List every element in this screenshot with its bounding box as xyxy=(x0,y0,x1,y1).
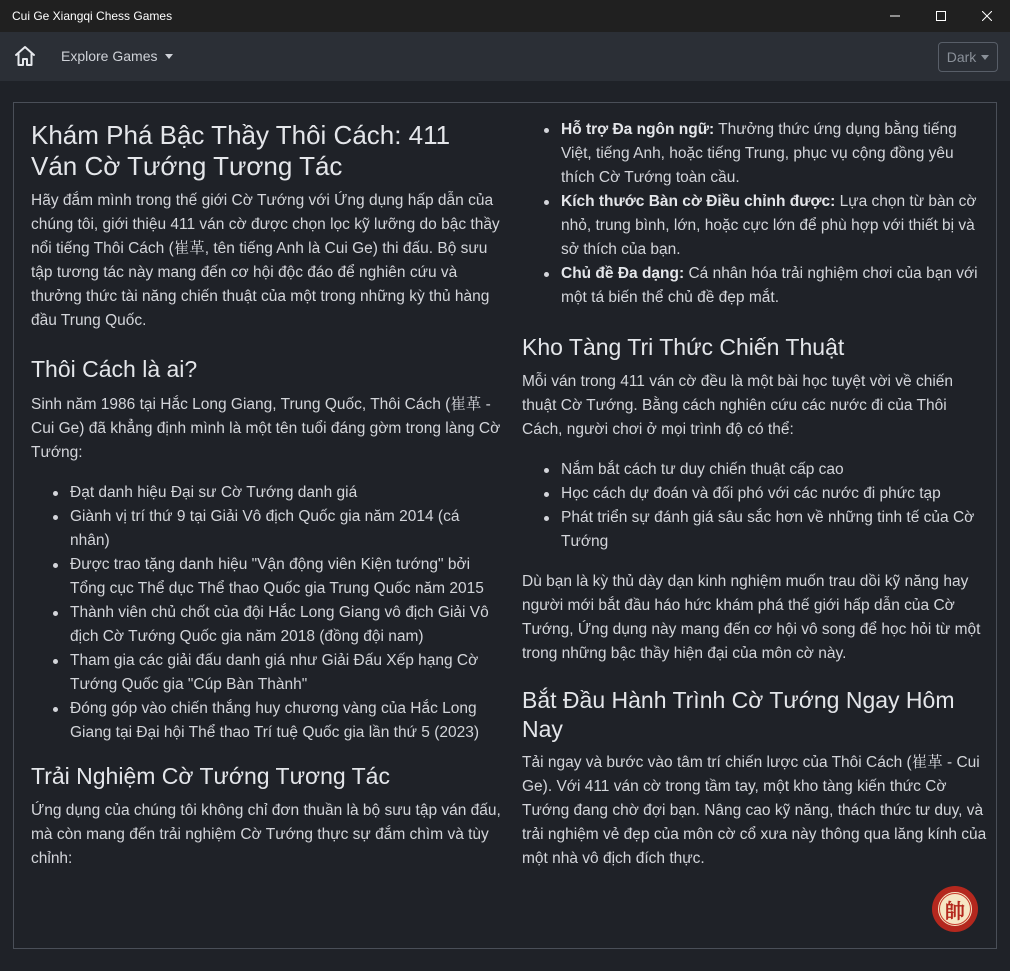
page-title: Khám Phá Bậc Thầy Thôi Cách: 411 Ván Cờ Tướng Tương Tác xyxy=(31,120,451,181)
who-paragraph: Sinh năm 1986 tại Hắc Long Giang, Trung Quốc, Thôi Cách (崔革 - Cui Ge) đã khẳng định mình là một tên tuổi đáng gờm trong làng Cờ Tướng: xyxy=(31,396,501,461)
explore-games-label: Explore Games xyxy=(61,48,158,64)
feature-title: Kích thước Bàn cờ Điều chỉnh được: xyxy=(561,193,836,210)
features-list xyxy=(522,118,990,310)
home-button[interactable] xyxy=(13,44,37,68)
minimize-icon xyxy=(890,11,900,21)
xiangqi-piece-icon xyxy=(936,890,974,928)
list-item xyxy=(544,262,990,310)
knowledge-paragraph: Mỗi ván trong 411 ván cờ đều là một bài học tuyệt vời về chiến thuật Cờ Tướng. Bằng cách nghiên cứu các nước đi của Thôi Cách, người chơi ở mọi trình độ có thể: xyxy=(522,373,954,438)
experience-paragraph: Ứng dụng của chúng tôi không chỉ đơn thuần là bộ sưu tập ván đấu, mà còn mang đến trải nghiệm Cờ Tướng thực sự đắm chìm và tùy chỉnh: xyxy=(31,802,501,867)
achievements-list xyxy=(31,481,501,745)
knowledge-heading: Kho Tàng Tri Thức Chiến Thuật xyxy=(522,334,845,360)
start-paragraph: Tải ngay và bước vào tâm trí chiến lược của Thôi Cách (崔革 - Cui Ge). Với 411 ván cờ trong tầm tay, một kho tàng kiến thức Cờ Tướng đang chờ đợi bạn. Nâng cao kỹ năng, thách thức tư duy, và trải nghiệm vẻ đẹp của môn cờ cổ xưa này thông qua lăng kính của một nhà vô địch đích thực. xyxy=(522,754,987,867)
theme-dropdown[interactable] xyxy=(938,42,998,72)
window-titlebar xyxy=(0,0,1010,32)
feature-text: Cá nhân hóa trải nghiệm chơi của bạn với một tá biến thể chủ đề đẹp mắt. xyxy=(561,265,978,306)
close-icon xyxy=(982,11,992,21)
maximize-icon xyxy=(936,11,946,21)
window-title: Cui Ge Xiangqi Chess Games xyxy=(12,9,173,23)
left-column xyxy=(31,103,501,871)
xiangqi-piece-button[interactable] xyxy=(932,886,978,932)
xiangqi-piece-glyph: 帥 xyxy=(939,893,971,925)
start-heading: Bắt Đầu Hành Trình Cờ Tướng Ngay Hôm Nay xyxy=(522,687,955,742)
intro-paragraph: Hãy đắm mình trong thế giới Cờ Tướng với Ứng dụng hấp dẫn của chúng tôi, giới thiệu 411 ván cờ được chọn lọc kỹ lưỡng do bậc thầy nổi tiếng Thôi Cách (崔革, tên tiếng Anh là Cui Ge) thi đấu. Bộ sưu tập tương tác này mang đến cơ hội độc đáo để nghiên cứu và thưởng thức tài năng chiến thuật của một trong những kỳ thủ hàng đầu Trung Quốc. xyxy=(31,192,500,329)
minimize-button[interactable] xyxy=(872,0,918,32)
content-panel xyxy=(13,102,997,949)
list-item xyxy=(544,190,990,262)
feature-text: Lựa chọn từ bàn cờ nhỏ, trung bình, lớn, hoặc cực lớn để phù hợp với thiết bị và sở thích của bạn. xyxy=(561,193,977,258)
skills-list xyxy=(522,458,990,554)
theme-label: Dark xyxy=(946,49,977,65)
feature-text: Thưởng thức ứng dụng bằng tiếng Việt, tiếng Anh, hoặc tiếng Trung, phục vụ cộng đồng yêu thích Cờ Tướng toàn cầu. xyxy=(561,121,957,186)
chevron-down-icon xyxy=(981,55,989,60)
list-item: Phát triển sự đánh giá sâu sắc hơn về những tinh tế của Cờ Tướng xyxy=(544,506,990,554)
experience-heading: Trải Nghiệm Cờ Tướng Tương Tác xyxy=(31,763,390,789)
knowledge-paragraph-2: Dù bạn là kỳ thủ dày dạn kinh nghiệm muốn trau dồi kỹ năng hay người mới bắt đầu háo hức khám phá thế giới hấp dẫn của Cờ Tướng, Ứng dụng này mang đến cơ hội vô song để học hỏi từ một trong những bậc thầy hiện đại của môn cờ này. xyxy=(522,573,981,662)
list-item: Đóng góp vào chiến thắng huy chương vàng của Hắc Long Giang tại Đại hội Thể thao Trí tuệ Quốc gia lần thứ 5 (2023) xyxy=(53,697,501,745)
home-icon xyxy=(13,44,37,68)
list-item: Tham gia các giải đấu danh giá như Giải Đấu Xếp hạng Cờ Tướng Quốc gia "Cúp Bàn Thành" xyxy=(53,649,501,697)
list-item: Thành viên chủ chốt của đội Hắc Long Giang vô địch Giải Vô địch Cờ Tướng Quốc gia năm 2018 (đồng đội nam) xyxy=(53,601,501,649)
chevron-down-icon xyxy=(165,54,173,59)
list-item: Học cách dự đoán và đối phó với các nước đi phức tạp xyxy=(544,482,990,506)
list-item xyxy=(544,118,990,190)
right-column xyxy=(522,103,990,871)
maximize-button[interactable] xyxy=(918,0,964,32)
close-button[interactable] xyxy=(964,0,1010,32)
top-navbar xyxy=(0,32,1010,81)
list-item: Được trao tặng danh hiệu "Vận động viên Kiện tướng" bởi Tổng cục Thể dục Thể thao Quốc gia Trung Quốc năm 2015 xyxy=(53,553,501,601)
feature-title: Hỗ trợ Đa ngôn ngữ: xyxy=(561,121,715,138)
who-heading: Thôi Cách là ai? xyxy=(31,356,198,382)
list-item: Nắm bắt cách tư duy chiến thuật cấp cao xyxy=(544,458,990,482)
explore-games-dropdown[interactable] xyxy=(61,48,173,64)
list-item: Giành vị trí thứ 9 tại Giải Vô địch Quốc gia năm 2014 (cá nhân) xyxy=(53,505,501,553)
feature-title: Chủ đề Đa dạng: xyxy=(561,265,685,282)
list-item: Đạt danh hiệu Đại sư Cờ Tướng danh giá xyxy=(53,481,501,505)
